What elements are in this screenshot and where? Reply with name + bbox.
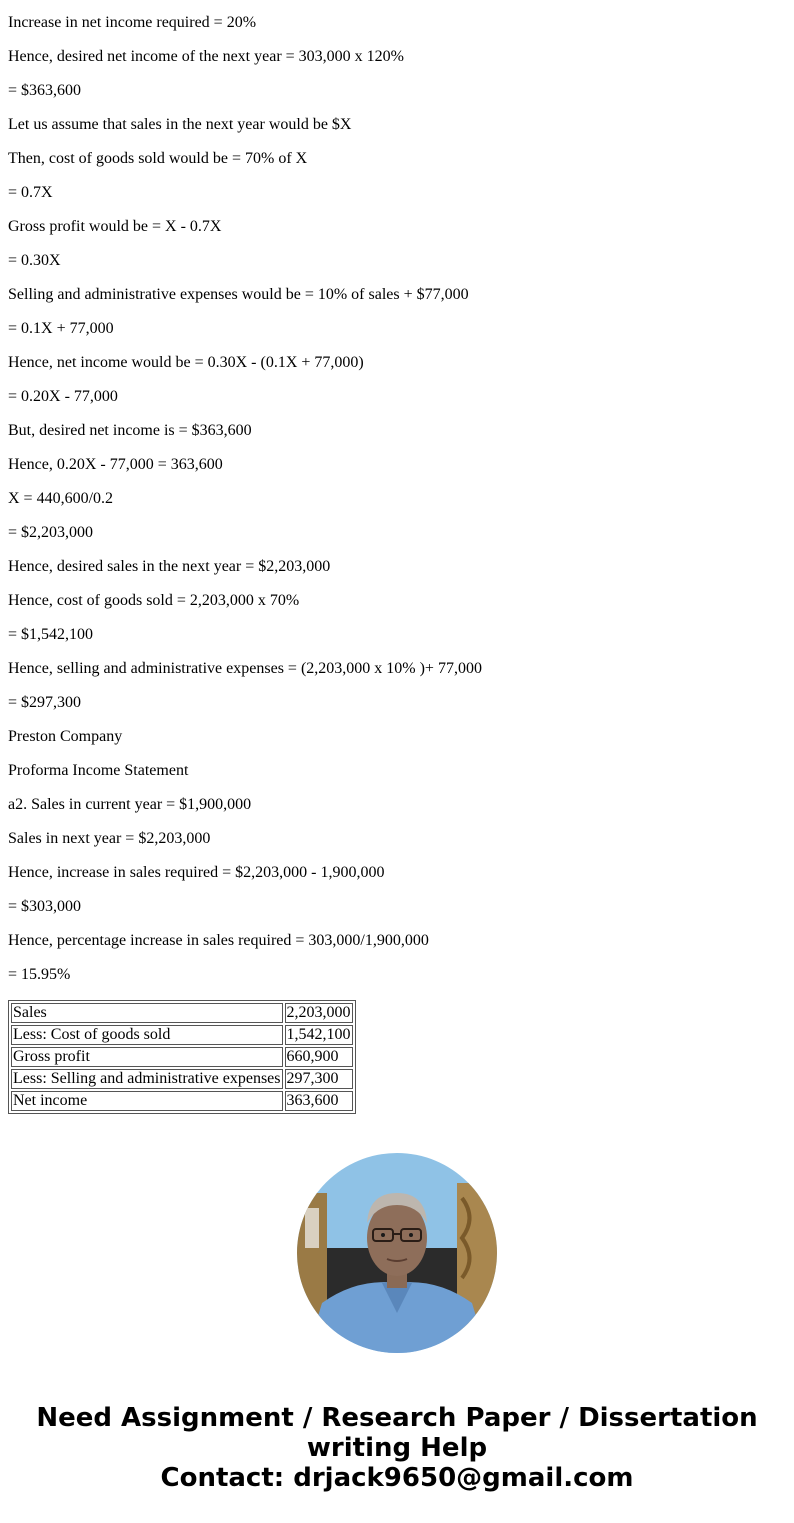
text-line: = $297,300	[8, 694, 82, 711]
footer-line: Need Assignment / Research Paper / Dissertation	[36, 1403, 758, 1433]
text-line: Hence, desired net income of the next year = 303,000 x 120%	[8, 48, 405, 65]
text-line: = 0.7X	[8, 184, 53, 201]
row-value: 2,203,000	[286, 1004, 351, 1021]
text-line: Preston Company	[8, 728, 123, 745]
text-line: = $303,000	[8, 898, 82, 915]
text-line: Let us assume that sales in the next year would be $X	[8, 116, 352, 133]
text-line: Hence, 0.20X - 77,000 = 363,600	[8, 456, 223, 473]
row-label: Net income	[11, 1091, 283, 1111]
table-row	[11, 1003, 353, 1023]
text-line: = 0.30X	[8, 252, 61, 269]
text-line: Gross profit would be = X - 0.7X	[8, 218, 222, 235]
text-line: Hence, selling and administrative expenses = (2,203,000 x 10% )+ 77,000	[8, 660, 482, 677]
text-line: X = 440,600/0.2	[8, 490, 114, 507]
text-line: Hence, percentage increase in sales required = 303,000/1,900,000	[8, 932, 429, 949]
text-line: Hence, cost of goods sold = 2,203,000 x 70%	[8, 592, 300, 609]
text-line: Hence, increase in sales required = $2,203,000 - 1,900,000	[8, 864, 385, 881]
table-row	[11, 1025, 353, 1045]
footer-contact-line: Contact: drjack9650@gmail.com	[160, 1463, 634, 1493]
text-line: = $363,600	[8, 82, 82, 99]
row-label: Less: Cost of goods sold	[11, 1025, 283, 1045]
text-line: Proforma Income Statement	[8, 762, 189, 779]
text-line: a2. Sales in current year = $1,900,000	[8, 796, 252, 813]
text-line: Sales in next year = $2,203,000	[8, 830, 211, 847]
row-label: Less: Selling and administrative expenses	[13, 1070, 281, 1087]
text-line: = 15.95%	[8, 966, 71, 983]
text-line: = 0.20X - 77,000	[8, 388, 118, 405]
row-label: Gross profit	[11, 1047, 283, 1067]
row-value: 1,542,100	[286, 1026, 351, 1043]
row-value: 660,900	[285, 1047, 353, 1067]
avatar-portrait	[297, 1153, 497, 1353]
text-line: But, desired net income is = $363,600	[8, 422, 252, 439]
table-row	[11, 1091, 353, 1111]
text-line: Then, cost of goods sold would be = 70% of X	[8, 150, 308, 167]
row-label: Sales	[11, 1003, 283, 1023]
row-value: 297,300	[285, 1069, 353, 1089]
contact-footer	[0, 1403, 794, 1493]
row-value: 363,600	[285, 1091, 353, 1111]
text-line: Hence, desired sales in the next year = $2,203,000	[8, 558, 331, 575]
income-statement-table	[8, 1000, 356, 1114]
avatar	[297, 1153, 497, 1353]
text-line: = 0.1X + 77,000	[8, 320, 114, 337]
footer-line: writing Help	[306, 1433, 488, 1463]
document-body	[8, 14, 768, 1114]
text-line: = $2,203,000	[8, 524, 94, 541]
table-row	[11, 1069, 353, 1089]
text-line: Hence, net income would be = 0.30X - (0.1X + 77,000)	[8, 354, 364, 371]
text-line: = $1,542,100	[8, 626, 94, 643]
text-line: Selling and administrative expenses would be = 10% of sales + $77,000	[8, 286, 469, 303]
text-line: Increase in net income required = 20%	[8, 14, 257, 31]
table-row	[11, 1047, 353, 1067]
